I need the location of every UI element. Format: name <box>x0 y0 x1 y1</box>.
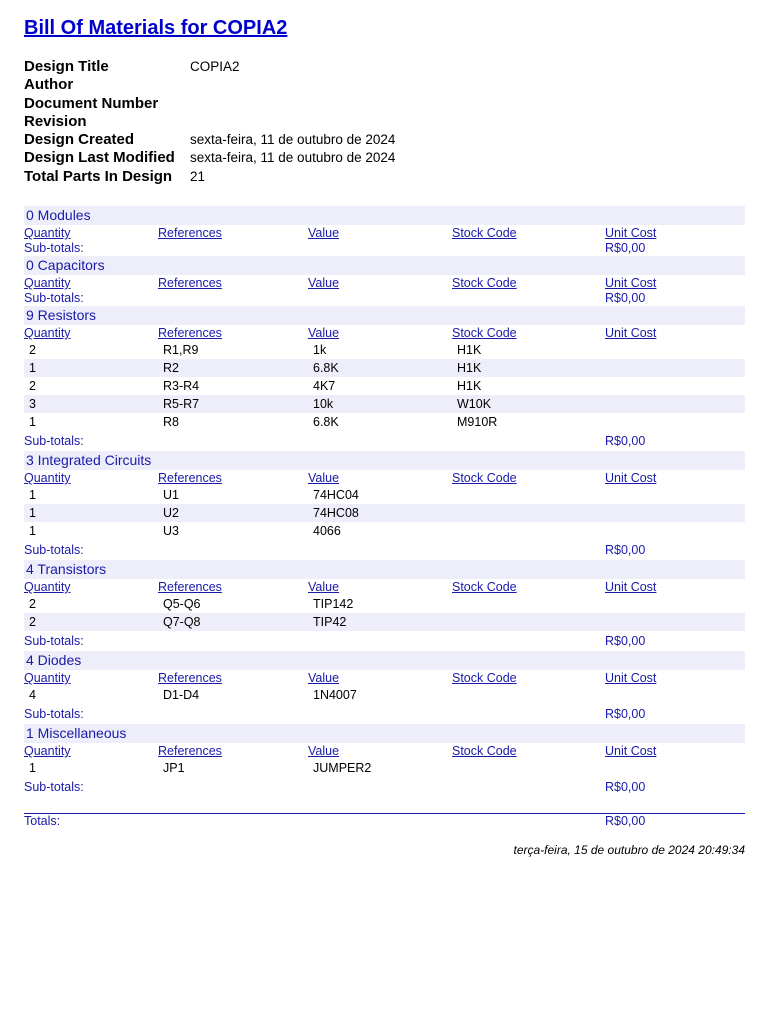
meta-label: Design Created <box>24 131 135 149</box>
section-heading: 4 Diodes <box>24 651 745 670</box>
table-row <box>24 504 745 522</box>
table-row <box>24 486 745 504</box>
cell-value: 10k <box>313 397 334 412</box>
cell-references: R5-R7 <box>163 397 200 412</box>
column-header-unit-cost[interactable]: Unit Cost <box>605 226 657 241</box>
column-header-value[interactable]: Value <box>308 580 340 595</box>
subtotal-row <box>24 241 745 256</box>
cell-references: R2 <box>163 361 179 376</box>
section-heading: 4 Transistors <box>24 560 745 579</box>
subtotal-value: R$0,00 <box>605 543 646 558</box>
column-header-row <box>24 275 745 291</box>
column-header-stock-code[interactable]: Stock Code <box>452 276 517 291</box>
column-header-unit-cost[interactable]: Unit Cost <box>605 744 657 759</box>
column-header-unit-cost[interactable]: Unit Cost <box>605 580 657 595</box>
meta-row <box>24 58 745 76</box>
meta-row <box>24 131 745 149</box>
cell-unit-cost <box>605 341 745 359</box>
column-header-unit-cost[interactable]: Unit Cost <box>605 471 657 486</box>
column-header-value[interactable]: Value <box>308 276 340 291</box>
cell-value: 74HC04 <box>313 488 359 503</box>
cell-references: Q7-Q8 <box>163 615 201 630</box>
table-row <box>24 759 745 777</box>
column-header-quantity[interactable]: Quantity <box>24 671 71 686</box>
cell-quantity: 1 <box>29 761 36 776</box>
cell-value: 74HC08 <box>313 506 359 521</box>
cell-unit-cost <box>605 595 745 613</box>
cell-unit-cost <box>605 413 745 431</box>
column-header-references[interactable]: References <box>158 276 222 291</box>
column-header-unit-cost[interactable]: Unit Cost <box>605 326 657 341</box>
meta-row <box>24 113 745 131</box>
column-header-row <box>24 225 745 241</box>
column-header-value[interactable]: Value <box>308 471 340 486</box>
meta-value: COPIA2 <box>190 59 240 74</box>
cell-unit-cost <box>605 395 745 413</box>
cell-stock-code <box>452 486 605 504</box>
column-header-quantity[interactable]: Quantity <box>24 326 71 341</box>
column-header-unit-cost[interactable]: Unit Cost <box>605 671 657 686</box>
column-header-references[interactable]: References <box>158 671 222 686</box>
cell-stock-code: M910R <box>457 415 498 430</box>
cell-unit-cost <box>605 613 745 631</box>
subtotal-label: Sub-totals: <box>24 707 84 722</box>
cell-quantity: 1 <box>29 361 36 376</box>
column-header-references[interactable]: References <box>158 326 222 341</box>
column-header-stock-code[interactable]: Stock Code <box>452 226 517 241</box>
column-header-value[interactable]: Value <box>308 744 340 759</box>
section-heading: 0 Modules <box>24 206 745 225</box>
cell-unit-cost <box>605 359 745 377</box>
column-header-quantity[interactable]: Quantity <box>24 744 71 759</box>
cell-stock-code: H1K <box>457 343 482 358</box>
cell-stock-code: H1K <box>457 379 482 394</box>
meta-label: Document Number <box>24 94 159 112</box>
subtotal-value: R$0,00 <box>605 434 646 449</box>
column-header-unit-cost[interactable]: Unit Cost <box>605 276 657 291</box>
table-row <box>24 686 745 704</box>
cell-value: 6.8K <box>313 361 339 376</box>
cell-unit-cost <box>605 504 745 522</box>
section-heading: 3 Integrated Circuits <box>24 451 745 470</box>
subtotal-value: R$0,00 <box>605 291 646 306</box>
meta-row <box>24 95 745 113</box>
totals-value: R$0,00 <box>605 814 646 829</box>
column-header-value[interactable]: Value <box>308 671 340 686</box>
column-header-references[interactable]: References <box>158 226 222 241</box>
column-header-row <box>24 670 745 686</box>
cell-stock-code: W10K <box>457 397 492 412</box>
subtotal-row <box>24 431 745 451</box>
subtotal-value: R$0,00 <box>605 241 646 256</box>
column-header-quantity[interactable]: Quantity <box>24 276 71 291</box>
section-heading: 0 Capacitors <box>24 256 745 275</box>
cell-quantity: 2 <box>29 379 36 394</box>
table-row <box>24 522 745 540</box>
column-header-stock-code[interactable]: Stock Code <box>452 671 517 686</box>
column-header-stock-code[interactable]: Stock Code <box>452 326 517 341</box>
cell-unit-cost <box>605 522 745 540</box>
cell-value: JUMPER2 <box>313 761 372 776</box>
table-row <box>24 377 745 395</box>
column-header-value[interactable]: Value <box>308 226 340 241</box>
cell-quantity: 4 <box>29 688 36 703</box>
cell-references: U1 <box>163 488 179 503</box>
column-header-row <box>24 325 745 341</box>
print-timestamp: terça-feira, 15 de outubro de 2024 20:49:34 <box>513 843 745 858</box>
cell-quantity: 2 <box>29 343 36 358</box>
cell-references: R1,R9 <box>163 343 199 358</box>
subtotal-row <box>24 777 745 797</box>
meta-label: Design Title <box>24 58 109 75</box>
table-row <box>24 341 745 359</box>
column-header-references[interactable]: References <box>158 580 222 595</box>
cell-references: JP1 <box>163 761 185 776</box>
cell-references: R3-R4 <box>163 379 200 394</box>
meta-label: Revision <box>24 112 87 130</box>
subtotal-label: Sub-totals: <box>24 780 84 795</box>
cell-quantity: 2 <box>29 597 36 612</box>
subtotal-row <box>24 631 745 651</box>
cell-value: 1N4007 <box>313 688 357 703</box>
column-header-value[interactable]: Value <box>308 326 340 341</box>
bom-document <box>24 16 745 857</box>
meta-value: sexta-feira, 11 de outubro de 2024 <box>190 132 396 148</box>
column-header-stock-code[interactable]: Stock Code <box>452 471 517 486</box>
subtotal-row <box>24 704 745 724</box>
bom-table <box>24 206 745 797</box>
cell-unit-cost <box>605 486 745 504</box>
cell-references: Q5-Q6 <box>163 597 201 612</box>
subtotal-label: Sub-totals: <box>24 241 84 256</box>
meta-row <box>24 149 745 167</box>
table-row <box>24 359 745 377</box>
cell-value: 6.8K <box>313 415 339 430</box>
column-header-references[interactable]: References <box>158 744 222 759</box>
cell-stock-code <box>452 504 605 522</box>
cell-quantity: 2 <box>29 615 36 630</box>
column-header-row <box>24 743 745 759</box>
totals-label: Totals: <box>24 814 61 829</box>
cell-value: TIP42 <box>313 615 347 630</box>
cell-unit-cost <box>605 377 745 395</box>
column-header-row <box>24 579 745 595</box>
meta-label: Total Parts In Design <box>24 167 173 185</box>
page-title[interactable]: Bill Of Materials for COPIA2 <box>24 17 288 39</box>
subtotal-value: R$0,00 <box>605 780 646 795</box>
cell-quantity: 1 <box>29 488 36 503</box>
column-header-stock-code[interactable]: Stock Code <box>452 744 517 759</box>
table-row <box>24 613 745 631</box>
column-header-quantity[interactable]: Quantity <box>24 226 71 241</box>
cell-value: 4K7 <box>313 379 336 394</box>
cell-stock-code: H1K <box>457 361 482 376</box>
cell-references: R8 <box>163 415 179 430</box>
column-header-references[interactable]: References <box>158 471 222 486</box>
cell-stock-code <box>452 759 605 777</box>
subtotal-label: Sub-totals: <box>24 634 84 649</box>
column-header-stock-code[interactable]: Stock Code <box>452 580 517 595</box>
subtotal-label: Sub-totals: <box>24 434 84 449</box>
cell-value: 1k <box>313 343 327 358</box>
cell-quantity: 3 <box>29 397 36 412</box>
cell-quantity: 1 <box>29 415 36 430</box>
section-heading: 9 Resistors <box>24 306 745 325</box>
cell-value: TIP142 <box>313 597 354 612</box>
cell-references: U3 <box>163 524 179 539</box>
cell-references: D1-D4 <box>163 688 200 703</box>
cell-stock-code <box>452 595 605 613</box>
cell-quantity: 1 <box>29 506 36 521</box>
meta-value: sexta-feira, 11 de outubro de 2024 <box>190 150 396 166</box>
subtotal-value: R$0,00 <box>605 634 646 649</box>
meta-value: 21 <box>190 168 206 184</box>
cell-references: U2 <box>163 506 179 521</box>
column-header-row <box>24 470 745 486</box>
section-heading: 1 Miscellaneous <box>24 724 745 743</box>
meta-row <box>24 76 745 94</box>
column-header-quantity[interactable]: Quantity <box>24 471 71 486</box>
design-metadata <box>24 58 745 186</box>
subtotal-label: Sub-totals: <box>24 543 84 558</box>
subtotal-label: Sub-totals: <box>24 291 84 306</box>
cell-stock-code <box>452 613 605 631</box>
cell-value: 4066 <box>313 524 341 539</box>
meta-label: Design Last Modified <box>24 149 175 167</box>
meta-row <box>24 168 745 186</box>
meta-label: Author <box>24 76 74 94</box>
cell-unit-cost <box>605 759 745 777</box>
table-row <box>24 595 745 613</box>
cell-quantity: 1 <box>29 524 36 539</box>
subtotal-row <box>24 540 745 560</box>
totals-row <box>24 814 745 829</box>
subtotal-value: R$0,00 <box>605 707 646 722</box>
cell-stock-code <box>452 522 605 540</box>
table-row <box>24 395 745 413</box>
cell-stock-code <box>452 686 605 704</box>
table-row <box>24 413 745 431</box>
column-header-quantity[interactable]: Quantity <box>24 580 71 595</box>
subtotal-row <box>24 291 745 306</box>
cell-unit-cost <box>605 686 745 704</box>
